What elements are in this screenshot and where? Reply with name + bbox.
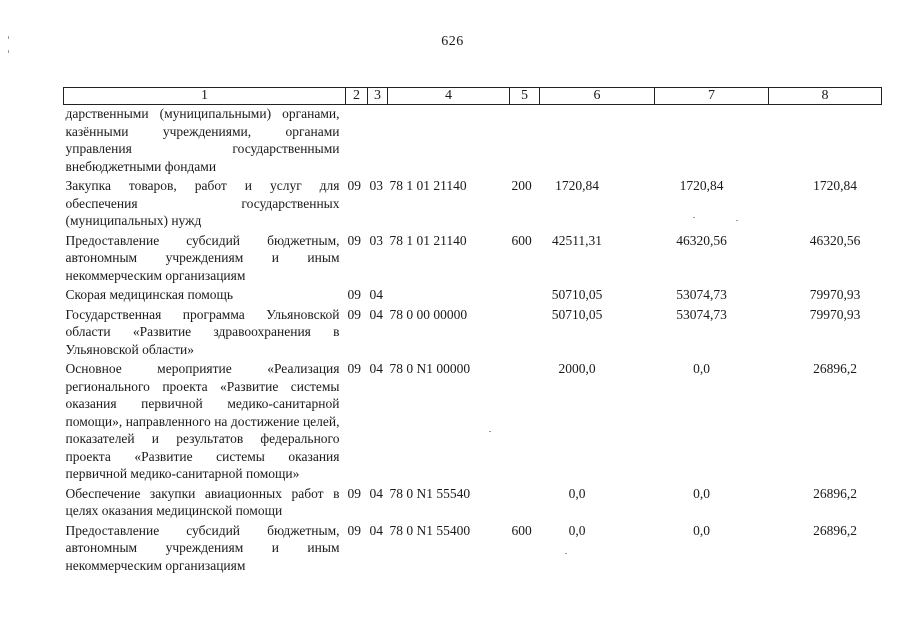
row-target-article: 78 0 N1 00000 <box>389 361 471 376</box>
row-target-article: 78 0 N1 55540 <box>389 485 471 501</box>
row-target-article <box>388 286 510 306</box>
row-amount-year-2: 46320,56 <box>676 232 727 248</box>
row-subsection <box>368 105 388 178</box>
row-section <box>346 105 368 178</box>
row-expense-type: 600 <box>511 232 532 248</box>
table-row <box>64 177 882 232</box>
col-header-3: 3 <box>368 88 388 105</box>
row-amount-year-1 <box>540 105 655 178</box>
scan-speck <box>8 36 9 39</box>
row-amount-year-1: 42511,31 <box>551 232 603 248</box>
col-header-8: 8 <box>769 88 882 105</box>
row-expense-type: 600 <box>511 522 532 538</box>
row-target-article <box>388 105 510 178</box>
row-section: 09 <box>347 485 361 501</box>
row-name: Обеспечение закупки авиационных работ в целях оказания медицинской помощи <box>65 485 340 518</box>
row-amount-year-3: 46320,56 <box>809 232 861 248</box>
row-expense-type: 200 <box>511 178 532 193</box>
col-header-2: 2 <box>346 88 368 105</box>
row-amount-year-3: 26896,2 <box>813 361 857 376</box>
row-name: Закупка товаров, работ и услуг для обеспечения государственных (муниципальных) нужд <box>65 178 340 228</box>
col-header-5: 5 <box>510 88 540 105</box>
row-amount-year-2: 53074,73 <box>676 287 727 302</box>
row-section: 09 <box>347 232 361 248</box>
row-target-article: 78 0 N1 55400 <box>389 522 471 538</box>
row-amount-year-2: 0,0 <box>693 361 710 376</box>
row-section: 09 <box>347 178 361 193</box>
row-amount-year-3: 26896,2 <box>813 485 857 501</box>
scan-speck <box>565 553 567 554</box>
row-expense-type <box>510 360 540 485</box>
row-amount-year-3: 1720,84 <box>813 178 857 193</box>
row-target-article: 78 0 00 00000 <box>389 306 468 322</box>
row-amount-year-1: 0,0 <box>568 522 586 538</box>
page-number: 626 <box>441 34 464 49</box>
row-subsection: 04 <box>369 287 383 302</box>
row-amount-year-1: 1720,84 <box>555 178 599 193</box>
row-amount-year-3: 26896,2 <box>813 522 857 538</box>
row-amount-year-2: 53074,73 <box>676 306 727 322</box>
row-name: Скорая медицинская помощь <box>65 287 234 302</box>
row-section: 09 <box>347 287 361 302</box>
row-subsection: 04 <box>369 361 383 376</box>
row-amount-year-1: 0,0 <box>568 485 586 501</box>
row-amount-year-3 <box>769 105 882 178</box>
budget-table <box>63 87 882 576</box>
row-amount-year-1: 2000,0 <box>558 361 596 376</box>
row-expense-type <box>510 105 540 178</box>
row-name: дарственными (муниципальными) органами, казёнными учреждениями, органами управления государственными внебюджетными фондами <box>65 106 340 174</box>
table-row <box>64 522 882 577</box>
row-section: 09 <box>347 306 361 322</box>
row-expense-type <box>510 485 540 522</box>
header-row <box>64 88 882 105</box>
scan-speck <box>489 431 491 432</box>
row-amount-year-3: 79970,93 <box>809 287 861 302</box>
row-name: Государственная программа Ульяновской области «Развитие здравоохранения в Ульяновской области» <box>65 306 340 357</box>
row-name: Основное мероприятие «Реализация регионального проекта «Развитие системы оказания первичной медико-санитарной помощи», направленного на достижение целей, показателей и результатов федерального проекта «Развитие системы оказания первичной медико-санитарной помощи» <box>65 361 340 481</box>
row-target-article: 78 1 01 21140 <box>389 232 467 248</box>
row-amount-year-2: 1720,84 <box>679 178 724 193</box>
row-subsection: 04 <box>369 522 383 538</box>
row-amount-year-2: 0,0 <box>693 485 710 501</box>
row-amount-year-3: 79970,93 <box>809 306 861 322</box>
table-row <box>64 286 882 306</box>
row-subsection: 04 <box>369 485 383 501</box>
table-row <box>64 360 882 485</box>
table-row <box>64 306 882 361</box>
row-amount-year-2 <box>655 105 769 178</box>
row-amount-year-1: 50710,05 <box>551 306 603 322</box>
row-amount-year-1: 50710,05 <box>551 287 603 302</box>
table-row <box>64 105 882 178</box>
scan-speck <box>736 220 738 221</box>
col-header-4: 4 <box>388 88 510 105</box>
col-header-1: 1 <box>64 88 346 105</box>
row-name: Предоставление субсидий бюджетным, автономным учреждениям и иным некоммерческим организациям <box>65 232 340 283</box>
row-section: 09 <box>347 361 361 376</box>
row-expense-type <box>510 306 540 361</box>
scan-speck <box>8 50 9 53</box>
table-row <box>64 232 882 287</box>
col-header-7: 7 <box>655 88 769 105</box>
row-name: Предоставление субсидий бюджетным, автономным учреждениям и иным некоммерческим организациям <box>65 522 340 573</box>
row-section: 09 <box>347 522 361 538</box>
scan-speck <box>693 217 695 218</box>
row-subsection: 03 <box>369 232 383 248</box>
row-target-article: 78 1 01 21140 <box>389 178 467 193</box>
table-row <box>64 485 882 522</box>
row-expense-type <box>510 286 540 306</box>
col-header-6: 6 <box>540 88 655 105</box>
row-amount-year-2: 0,0 <box>693 522 710 538</box>
row-subsection: 04 <box>369 306 383 322</box>
row-subsection: 03 <box>369 178 383 193</box>
